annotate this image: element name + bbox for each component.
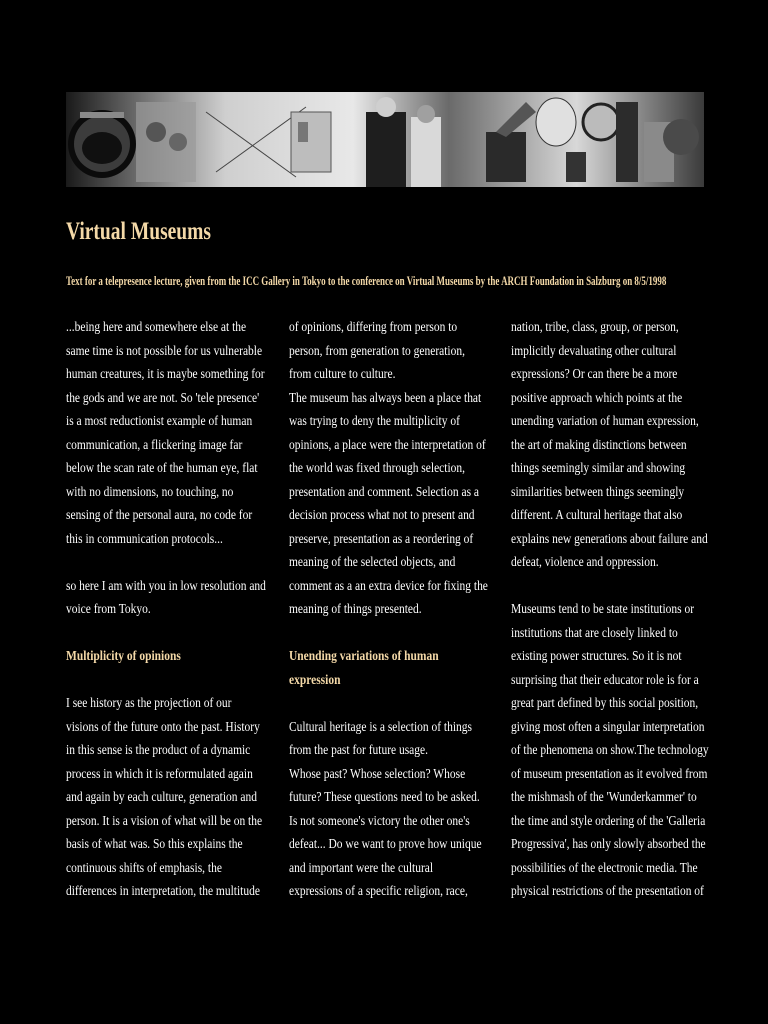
paragraph-spacer (289, 622, 488, 646)
body-text-line: positive approach which points at the (511, 390, 683, 406)
body-text-line: expressions? Or can there be a more (511, 367, 678, 382)
body-text-line: the mishmash of the 'Wunderkammer' to (511, 790, 697, 805)
body-text-line: opinions, a place were the interpretation of (289, 437, 486, 453)
body-text-line: similarities between things seemingly (511, 484, 685, 500)
body-text-line: the time and style ordering of the 'Galleria (511, 813, 706, 829)
body-text-line: The museum has always been a place that (289, 390, 482, 406)
body-text-line: things seemingly similar and showing (511, 461, 686, 476)
body-text-line: from the past for future usage. (289, 743, 428, 758)
body-text-line: future? These questions need to be asked. (289, 790, 480, 805)
paragraph-spacer (66, 669, 266, 693)
body-text-line: decision process what not to present and (289, 508, 475, 523)
banner-collage-image (66, 92, 704, 187)
body-text-line: defeat, violence and oppression. (511, 555, 659, 570)
body-text-line: this in communication protocols... (66, 531, 223, 547)
page-subtitle: Text for a telepresence lecture, given from the ICC Gallery in Tokyo to the conference on Virtual Museums by the ARCH Foundation in Salzburg on 8/5/1998 (66, 273, 667, 288)
body-text-line: of the phenomena on show.The technology (511, 743, 709, 758)
body-text-line: the gods and we are not. So 'tele presence' (66, 390, 260, 406)
paragraph-spacer (289, 692, 488, 716)
body-text-line: of museum presentation as it evolved from (511, 766, 708, 782)
body-text-line: institutions that are closely linked to (511, 625, 678, 641)
body-text-line: person. It is a vision of what will be on the (66, 813, 263, 829)
text-column-1 (66, 316, 266, 904)
body-text-line: and again by each culture, generation and (66, 790, 257, 805)
body-text-line: basis of what was. So this explains the (66, 837, 243, 852)
body-text-line: the art of making distinctions between (511, 437, 687, 453)
body-text-line: surprising that their educator role is for a (511, 672, 699, 688)
section-heading-line: Unending variations of human (289, 649, 439, 664)
body-text-line: person, from generation to generation, (289, 343, 465, 359)
body-text-line: is a most reductionist example of human (66, 414, 253, 429)
body-text-line: preserve, presentation as a reordering of (289, 531, 474, 547)
body-text-line: from culture to culture. (289, 367, 396, 382)
body-text-line: defeat... Do we want to prove how unique (289, 837, 482, 852)
body-text-line: giving most often a singular interpretation (511, 719, 705, 735)
body-text-line: sensing of the personal aura, no code for (66, 508, 253, 523)
body-text-line: Progressiva', has only slowly absorbed the (511, 837, 706, 852)
page-title: Virtual Museums (66, 218, 211, 245)
section-heading-line: expression (289, 672, 341, 688)
body-text-line: the world was fixed through selection, (289, 461, 465, 476)
body-text-line: Museums tend to be state institutions or (511, 602, 695, 617)
body-text-line: explains new generations about failure and (511, 531, 708, 547)
body-text-line: great part defined by this social position, (511, 696, 699, 711)
body-text-line: meaning of things presented. (289, 602, 422, 617)
body-text-line: meaning of the selected objects, and (289, 555, 456, 570)
body-text-line: expressions of a specific religion, race, (289, 884, 468, 899)
body-text-line: of opinions, differing from person to (289, 320, 458, 335)
body-text-line: and important were the cultural (289, 860, 434, 876)
body-text-line: differences in interpretation, the multitude (66, 884, 260, 899)
body-text-line: existing power structures. So it is not (511, 649, 682, 664)
section-heading-line: Multiplicity of opinions (66, 649, 181, 664)
body-text-line: comment as a an extra device for fixing the (289, 578, 488, 594)
body-text-line: was trying to deny the multiplicity of (289, 414, 460, 429)
body-text-line: nation, tribe, class, group, or person, (511, 320, 679, 335)
body-text-line: so here I am with you in low resolution and (66, 578, 266, 594)
body-text-line: Whose past? Whose selection? Whose (289, 766, 466, 782)
body-text-line: physical restrictions of the presentation of (511, 884, 704, 899)
body-text-line: communication, a flickering image far (66, 437, 243, 453)
body-text-line: presentation and comment. Selection as a (289, 484, 480, 500)
body-text-line: ...being here and somewhere else at the (66, 320, 247, 335)
paragraph-spacer (66, 551, 266, 575)
body-text-line: visions of the future onto the past. History (66, 719, 260, 735)
body-text-line: continuous shifts of emphasis, the (66, 860, 222, 876)
body-text-line: voice from Tokyo. (66, 602, 151, 617)
banner-collage-graphic (66, 92, 704, 187)
body-text-line: unending variation of human expression, (511, 414, 699, 429)
body-text-line: process in which it is reformulated again (66, 766, 253, 782)
body-text-line: with no dimensions, no touching, no (66, 484, 234, 500)
text-column-3 (511, 316, 709, 904)
body-text-line: different. A cultural heritage that also (511, 508, 683, 523)
paragraph-spacer (66, 622, 266, 646)
body-text-line: in this sense is the product of a dynamic (66, 743, 251, 758)
body-text-line: Is not someone's victory the other one's (289, 813, 470, 829)
paragraph-spacer (511, 575, 709, 599)
body-text-line: Cultural heritage is a selection of things (289, 719, 473, 735)
body-text-line: human creatures, it is maybe something for (66, 367, 265, 382)
body-text-line: same time is not possible for us vulnerable (66, 343, 263, 359)
body-text-line: implicitly devaluating other cultural (511, 343, 677, 359)
text-column-2 (289, 316, 488, 904)
body-text-line: below the scan rate of the human eye, flat (66, 461, 258, 476)
body-text-line: I see history as the projection of our (66, 696, 232, 711)
body-text-line: possibilities of the electronic media. The (511, 860, 698, 876)
